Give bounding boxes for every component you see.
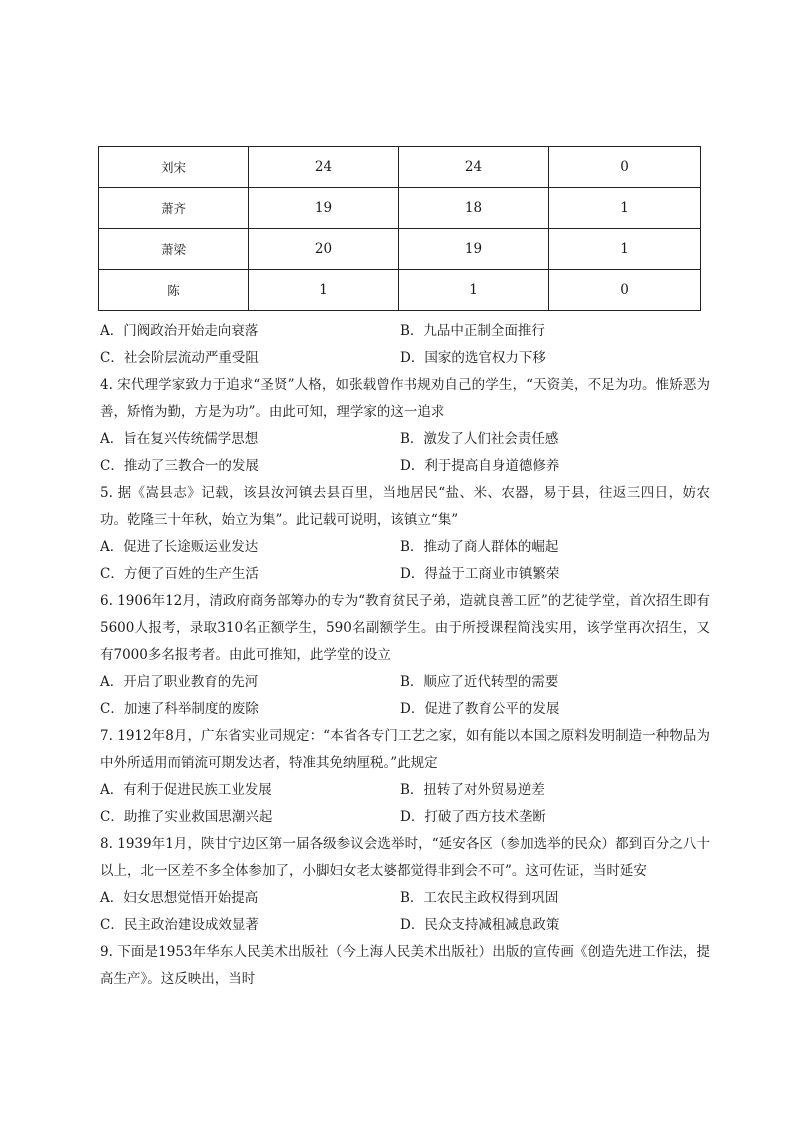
- table-cell: 19: [399, 229, 549, 270]
- table-cell: 萧梁: [99, 229, 249, 270]
- table-cell: 1: [549, 229, 701, 270]
- option-d[interactable]: D．利于提高自身道德修养: [400, 458, 560, 474]
- question-stem: 9. 下面是1953年华东人民美术出版社（今上海人民美术出版社）出版的宣传画《创造先进工作法，提高生产》。这反映出，当时: [100, 944, 710, 987]
- option-b[interactable]: B．九品中正制全面推行: [400, 323, 545, 339]
- option-c[interactable]: C．民主政治建设成效显著: [100, 917, 259, 933]
- option-a[interactable]: A．促进了长途贩运业发达: [100, 539, 259, 555]
- question-3-options: [100, 318, 710, 372]
- table-cell: 24: [399, 147, 549, 188]
- option-b[interactable]: B．激发了人们社会责任感: [400, 431, 559, 447]
- question-4: [100, 372, 710, 480]
- option-d[interactable]: D．民众支持减租减息政策: [400, 917, 560, 933]
- option-c[interactable]: C．助推了实业救国思潮兴起: [100, 809, 273, 825]
- table-cell: 24: [249, 147, 399, 188]
- table-cell: 1: [399, 270, 549, 311]
- question-stem: 5. 据《嵩县志》记载，该县汝河镇去县百里，当地居民“盐、米、农器，易于县，往返三四日，妨农功。乾隆三十年秋，始立为集”。此记载可说明，该镇立“集”: [100, 485, 710, 528]
- table-cell: 1: [249, 270, 399, 311]
- table-cell: 0: [549, 147, 701, 188]
- table-row: [99, 229, 701, 270]
- table-cell: 20: [249, 229, 399, 270]
- table-cell: 陈: [99, 270, 249, 311]
- question-7: [100, 723, 710, 831]
- table-cell: 19: [249, 188, 399, 229]
- questions: [100, 318, 710, 993]
- option-d[interactable]: D．国家的选官权力下移: [400, 350, 546, 366]
- table-cell: 1: [549, 188, 701, 229]
- question-6: [100, 588, 710, 723]
- table-cell: 刘宋: [99, 147, 249, 188]
- option-a[interactable]: A．妇女思想觉悟开始提高: [100, 890, 259, 906]
- table-row: [99, 147, 701, 188]
- table-cell: 0: [549, 270, 701, 311]
- question-stem: 6. 1906年12月，清政府商务部筹办的专为“教育贫民子弟，造就良善工匠”的艺徒学堂，首次招生即有5600人报考，录取310名正额学生，590名副额学生。由于所授课程简浅实用，该学堂再次招生，又有7000多名报考者。由此可推知，此学堂的设立: [100, 593, 710, 663]
- option-a[interactable]: A．门阀政治开始走向衰落: [100, 323, 259, 339]
- option-c[interactable]: C．方便了百姓的生产生活: [100, 566, 259, 582]
- option-a[interactable]: A．开启了职业教育的先河: [100, 674, 259, 690]
- option-a[interactable]: A．旨在复兴传统儒学思想: [100, 431, 259, 447]
- table-cell: 萧齐: [99, 188, 249, 229]
- table-cell: 18: [399, 188, 549, 229]
- question-9: [100, 939, 710, 993]
- question-stem: 4. 宋代理学家致力于追求“圣贤”人格，如张载曾作书规劝自己的学生，“天资美，不足为功。惟矫恶为善，矫惰为勤，方是为功”。由此可知，理学家的这一追求: [100, 377, 710, 420]
- option-b[interactable]: B．顺应了近代转型的需要: [400, 674, 559, 690]
- option-d[interactable]: D．打破了西方技术垄断: [400, 809, 546, 825]
- option-b[interactable]: B．扭转了对外贸易逆差: [400, 782, 545, 798]
- option-b[interactable]: B．推动了商人群体的崛起: [400, 539, 559, 555]
- table-row: [99, 188, 701, 229]
- question-stem: 8. 1939年1月，陕甘宁边区第一届各级参议会选举时，“延安各区（参加选举的民众）都到百分之八十以上，北一区差不多全体参加了，小脚妇女老太婆都觉得非到会不可”。这可佐证，当时延安: [100, 836, 710, 879]
- option-b[interactable]: B．工农民主政权得到巩固: [400, 890, 559, 906]
- question-5: [100, 480, 710, 588]
- option-c[interactable]: C．社会阶层流动严重受阻: [100, 350, 259, 366]
- question-stem: 7. 1912年8月，广东省实业司规定：“本省各专门工艺之家，如有能以本国之原料发明制造一种物品为中外所适用而销流可期发达者，特准其免纳厘税。”此规定: [100, 728, 710, 771]
- table-row: [99, 270, 701, 311]
- option-c[interactable]: C．推动了三教合一的发展: [100, 458, 259, 474]
- option-d[interactable]: D．得益于工商业市镇繁荣: [400, 566, 560, 582]
- option-c[interactable]: C．加速了科举制度的废除: [100, 701, 259, 717]
- question-8: [100, 831, 710, 939]
- option-a[interactable]: A．有利于促进民族工业发展: [100, 782, 272, 798]
- dynasty-table: [98, 146, 701, 311]
- option-d[interactable]: D．促进了教育公平的发展: [400, 701, 560, 717]
